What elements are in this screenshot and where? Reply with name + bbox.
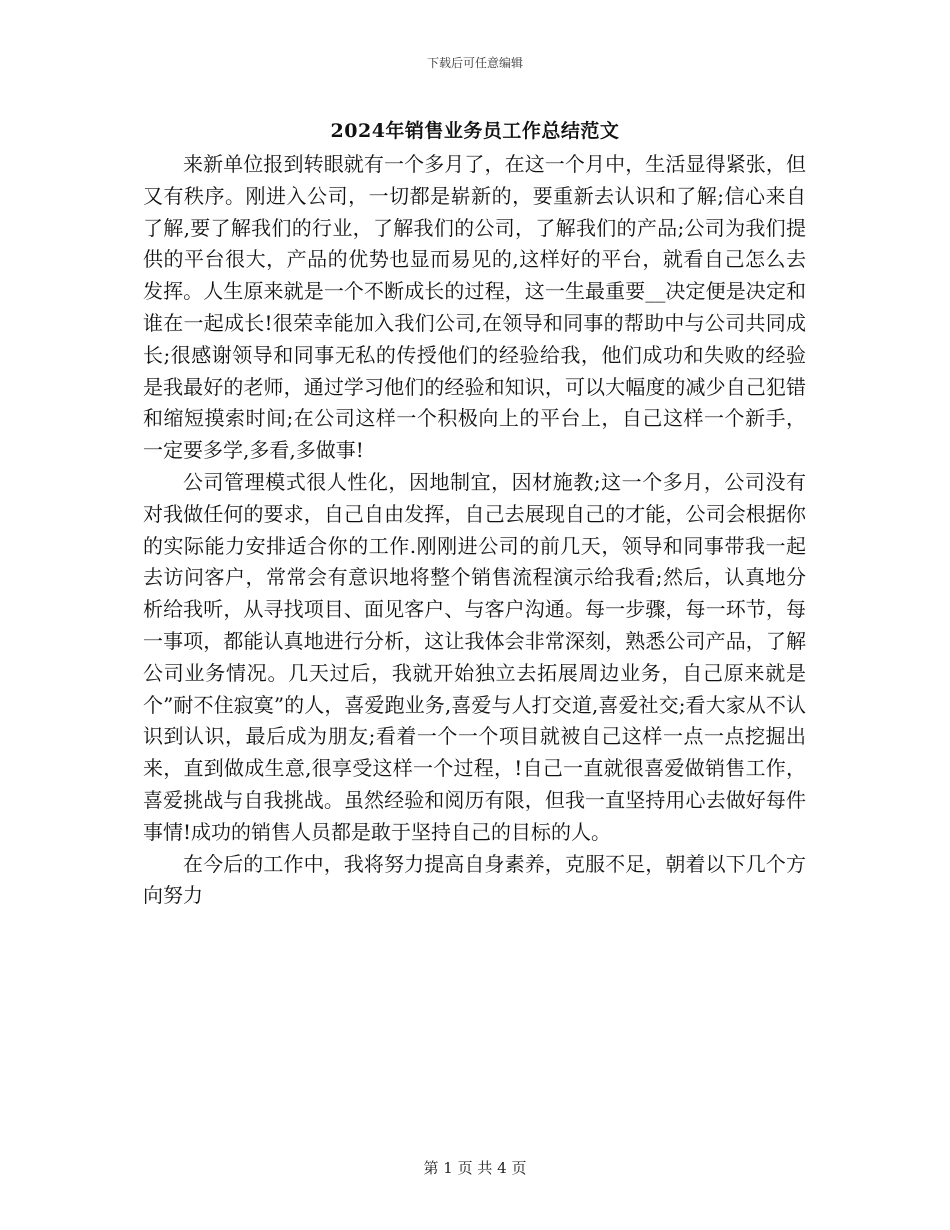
page-number: 第 1 页 共 4 页: [423, 1159, 527, 1177]
paragraph: 来新单位报到转眼就有一个多月了，在这一个月中，生活显得紧张，但又有秩序。刚进入公司，一切都是崭新的，要重新去认识和了解;信心来自了解,要了解我们的行业，了解我们的公司，了解我们的产品;公司为我们提供的平台很大，产品的优势也显而易见的,这样好的平台，就看自己怎么去发挥。人生原来就是一个不断成长的过程，这一生最重要__决定便是决定和谁在一起成长!很荣幸能加入我们公司,在领导和同事的帮助中与公司共同成长;很感谢领导和同事无私的传授他们的经验给我，他们成功和失败的经验是我最好的老师，通过学习他们的经验和知识，可以大幅度的减少自己犯错和缩短摸索时间;在公司这样一个积极向上的平台上，自己这样一个新手，一定要多学,多看,多做事!: [143, 152, 806, 463]
paragraph: 公司管理模式很人性化，因地制宜，因材施教;这一个多月，公司没有对我做任何的要求，自己自由发挥，自己去展现自己的才能，公司会根据你的实际能力安排适合你的工作.刚刚进公司的前几天，领导和同事带我一起去访问客户，常常会有意识地将整个销售流程演示给我看;然后，认真地分析给我听，从寻找项目、面见客户、与客户沟通。每一步骤，每一环节，每一事项，都能认真地进行分析，这让我体会非常深刻，熟悉公司产品，了解公司业务情况。几天过后，我就开始独立去拓展周边业务，自己原来就是个”耐不住寂寞”的人，喜爱跑业务,喜爱与人打交道,喜爱社交;看大家从不认识到认识，最后成为朋友;看着一个一个项目就被自己这样一点一点挖掘出来，直到做成生意,很享受这样一个过程，!自己一直就很喜爱做销售工作，喜爱挑战与自我挑战。虽然经验和阅历有限，但我一直坚持用心去做好每件事情!成功的销售人员都是敢于坚持自己的目标的人。: [143, 469, 806, 844]
header-note: 下载后可任意编辑: [426, 56, 523, 70]
paragraph: 在今后的工作中，我将努力提高自身素养，克服不足，朝着以下几个方向努力: [143, 851, 806, 908]
document-title: 2024年销售业务员工作总结范文: [330, 120, 620, 142]
document-body: [143, 149, 806, 912]
